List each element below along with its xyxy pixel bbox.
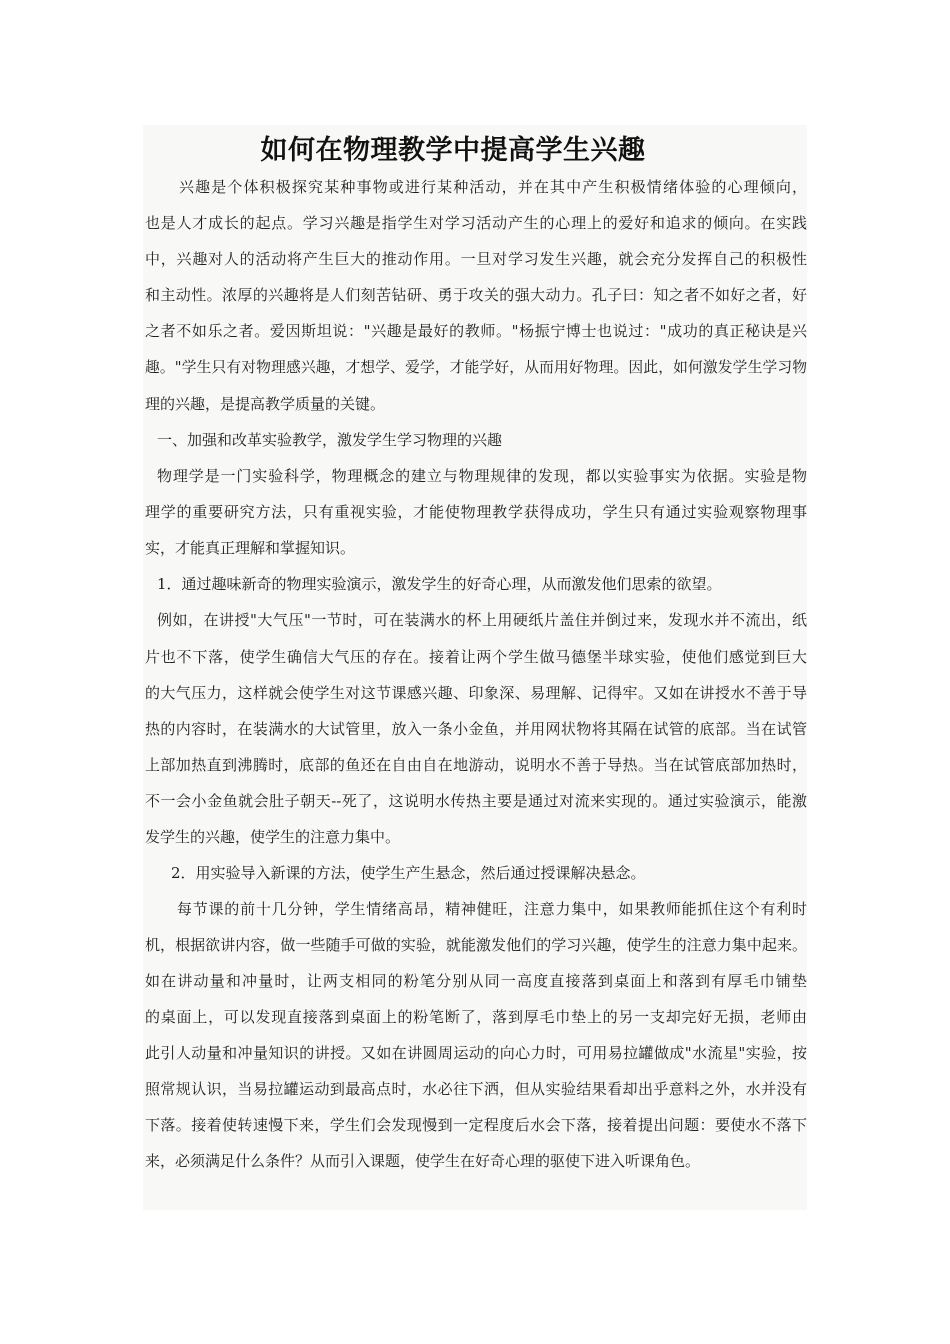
text-line: 例如，在讲授"大气压"一节时，可在装满水的杯上用硬纸片盖住并倒过来，发现水并不流出，纸 [157, 611, 807, 629]
text-line: 之者不如乐之者。爱因斯坦说："兴趣是最好的教师。"杨振宁博士也说过："成功的真正秘诀是兴 [145, 322, 807, 340]
document-title: 如何在物理教学中提高学生兴趣 [260, 135, 646, 166]
text-line: 2．用实验导入新课的方法，使学生产生悬念，然后通过授课解决悬念。 [171, 864, 646, 882]
text-line: 热的内容时，在装满水的大试管里，放入一条小金鱼，并用网状物将其隔在试管的底部。当在试管 [145, 720, 807, 738]
text-line: 也是人才成长的起点。学习兴趣是指学生对学习活动产生的心理上的爱好和追求的倾向。在实践 [145, 214, 807, 232]
text-line: 如在讲动量和冲量时，让两支相同的粉笔分别从同一高度直接落到桌面上和落到有厚毛巾铺垫 [145, 972, 807, 990]
text-line: 上部加热直到沸腾时，底部的鱼还在自由自在地游动，说明水不善于导热。当在试管底部加热时， [145, 756, 807, 774]
text-line: 一、加强和改革实验教学，激发学生学习物理的兴趣 [157, 431, 503, 449]
text-line: 1．通过趣味新奇的物理实验演示，激发学生的好奇心理，从而激发他们思索的欲望。 [157, 575, 722, 593]
text-line: 照常规认识，当易拉罐运动到最高点时，水必往下洒，但从实验结果看却出乎意料之外，水并没有 [145, 1080, 807, 1098]
text-line: 机，根据欲讲内容，做一些随手可做的实验，就能激发他们的学习兴趣，使学生的注意力集中起来。 [145, 936, 807, 954]
text-line: 兴趣是个体积极探究某种事物或进行某种活动，并在其中产生积极情绪体验的心理倾向， [179, 178, 807, 196]
text-line: 理学的重要研究方法，只有重视实验，才能使物理教学获得成功，学生只有通过实验观察物理事 [145, 503, 807, 521]
text-line: 中，兴趣对人的活动将产生巨大的推动作用。一旦对学习发生兴趣，就会充分发挥自己的积极性 [145, 250, 807, 268]
text-line: 和主动性。浓厚的兴趣将是人们刻苦钻研、勇于攻关的强大动力。孔子曰：知之者不如好之者，好 [145, 286, 807, 304]
text-line: 理的兴趣，是提高教学质量的关键。 [145, 395, 386, 413]
text-line: 不一会小金鱼就会肚子朝天--死了，这说明水传热主要是通过对流来实现的。通过实验演示，能激 [145, 792, 807, 810]
text-line: 发学生的兴趣，使学生的注意力集中。 [145, 828, 401, 846]
text-line: 的桌面上，可以发现直接落到桌面上的粉笔断了，落到厚毛巾垫上的另一支却完好无损，老师由 [145, 1008, 807, 1026]
text-line: 每节课的前十几分钟，学生情绪高昂，精神健旺，注意力集中，如果教师能抓住这个有利时 [177, 900, 807, 918]
text-line: 此引人动量和冲量知识的讲授。又如在讲圆周运动的向心力时，可用易拉罐做成"水流星"实验，按 [145, 1044, 807, 1062]
text-line: 下落。接着使转速慢下来，学生们会发现慢到一定程度后水会下落，接着提出问题：要使水不落下 [145, 1116, 807, 1134]
text-line: 来，必须满足什么条件？从而引入课题，使学生在好奇心理的驱使下进入听课角色。 [145, 1152, 701, 1170]
text-line: 片也不下落，使学生确信大气压的存在。接着让两个学生做马德堡半球实验，使他们感觉到巨大 [145, 648, 807, 666]
document-body [143, 125, 807, 1210]
text-line: 的大气压力，这样就会使学生对这节课感兴趣、印象深、易理解、记得牢。又如在讲授水不善于导 [145, 684, 807, 702]
text-line: 趣。"学生只有对物理感兴趣，才想学、爱学，才能学好，从而用好物理。因此，如何激发学生学习物 [145, 359, 807, 376]
text-line: 物理学是一门实验科学，物理概念的建立与物理规律的发现，都以实验事实为依据。实验是物 [157, 467, 807, 485]
text-line: 实，才能真正理解和掌握知识。 [145, 539, 356, 557]
